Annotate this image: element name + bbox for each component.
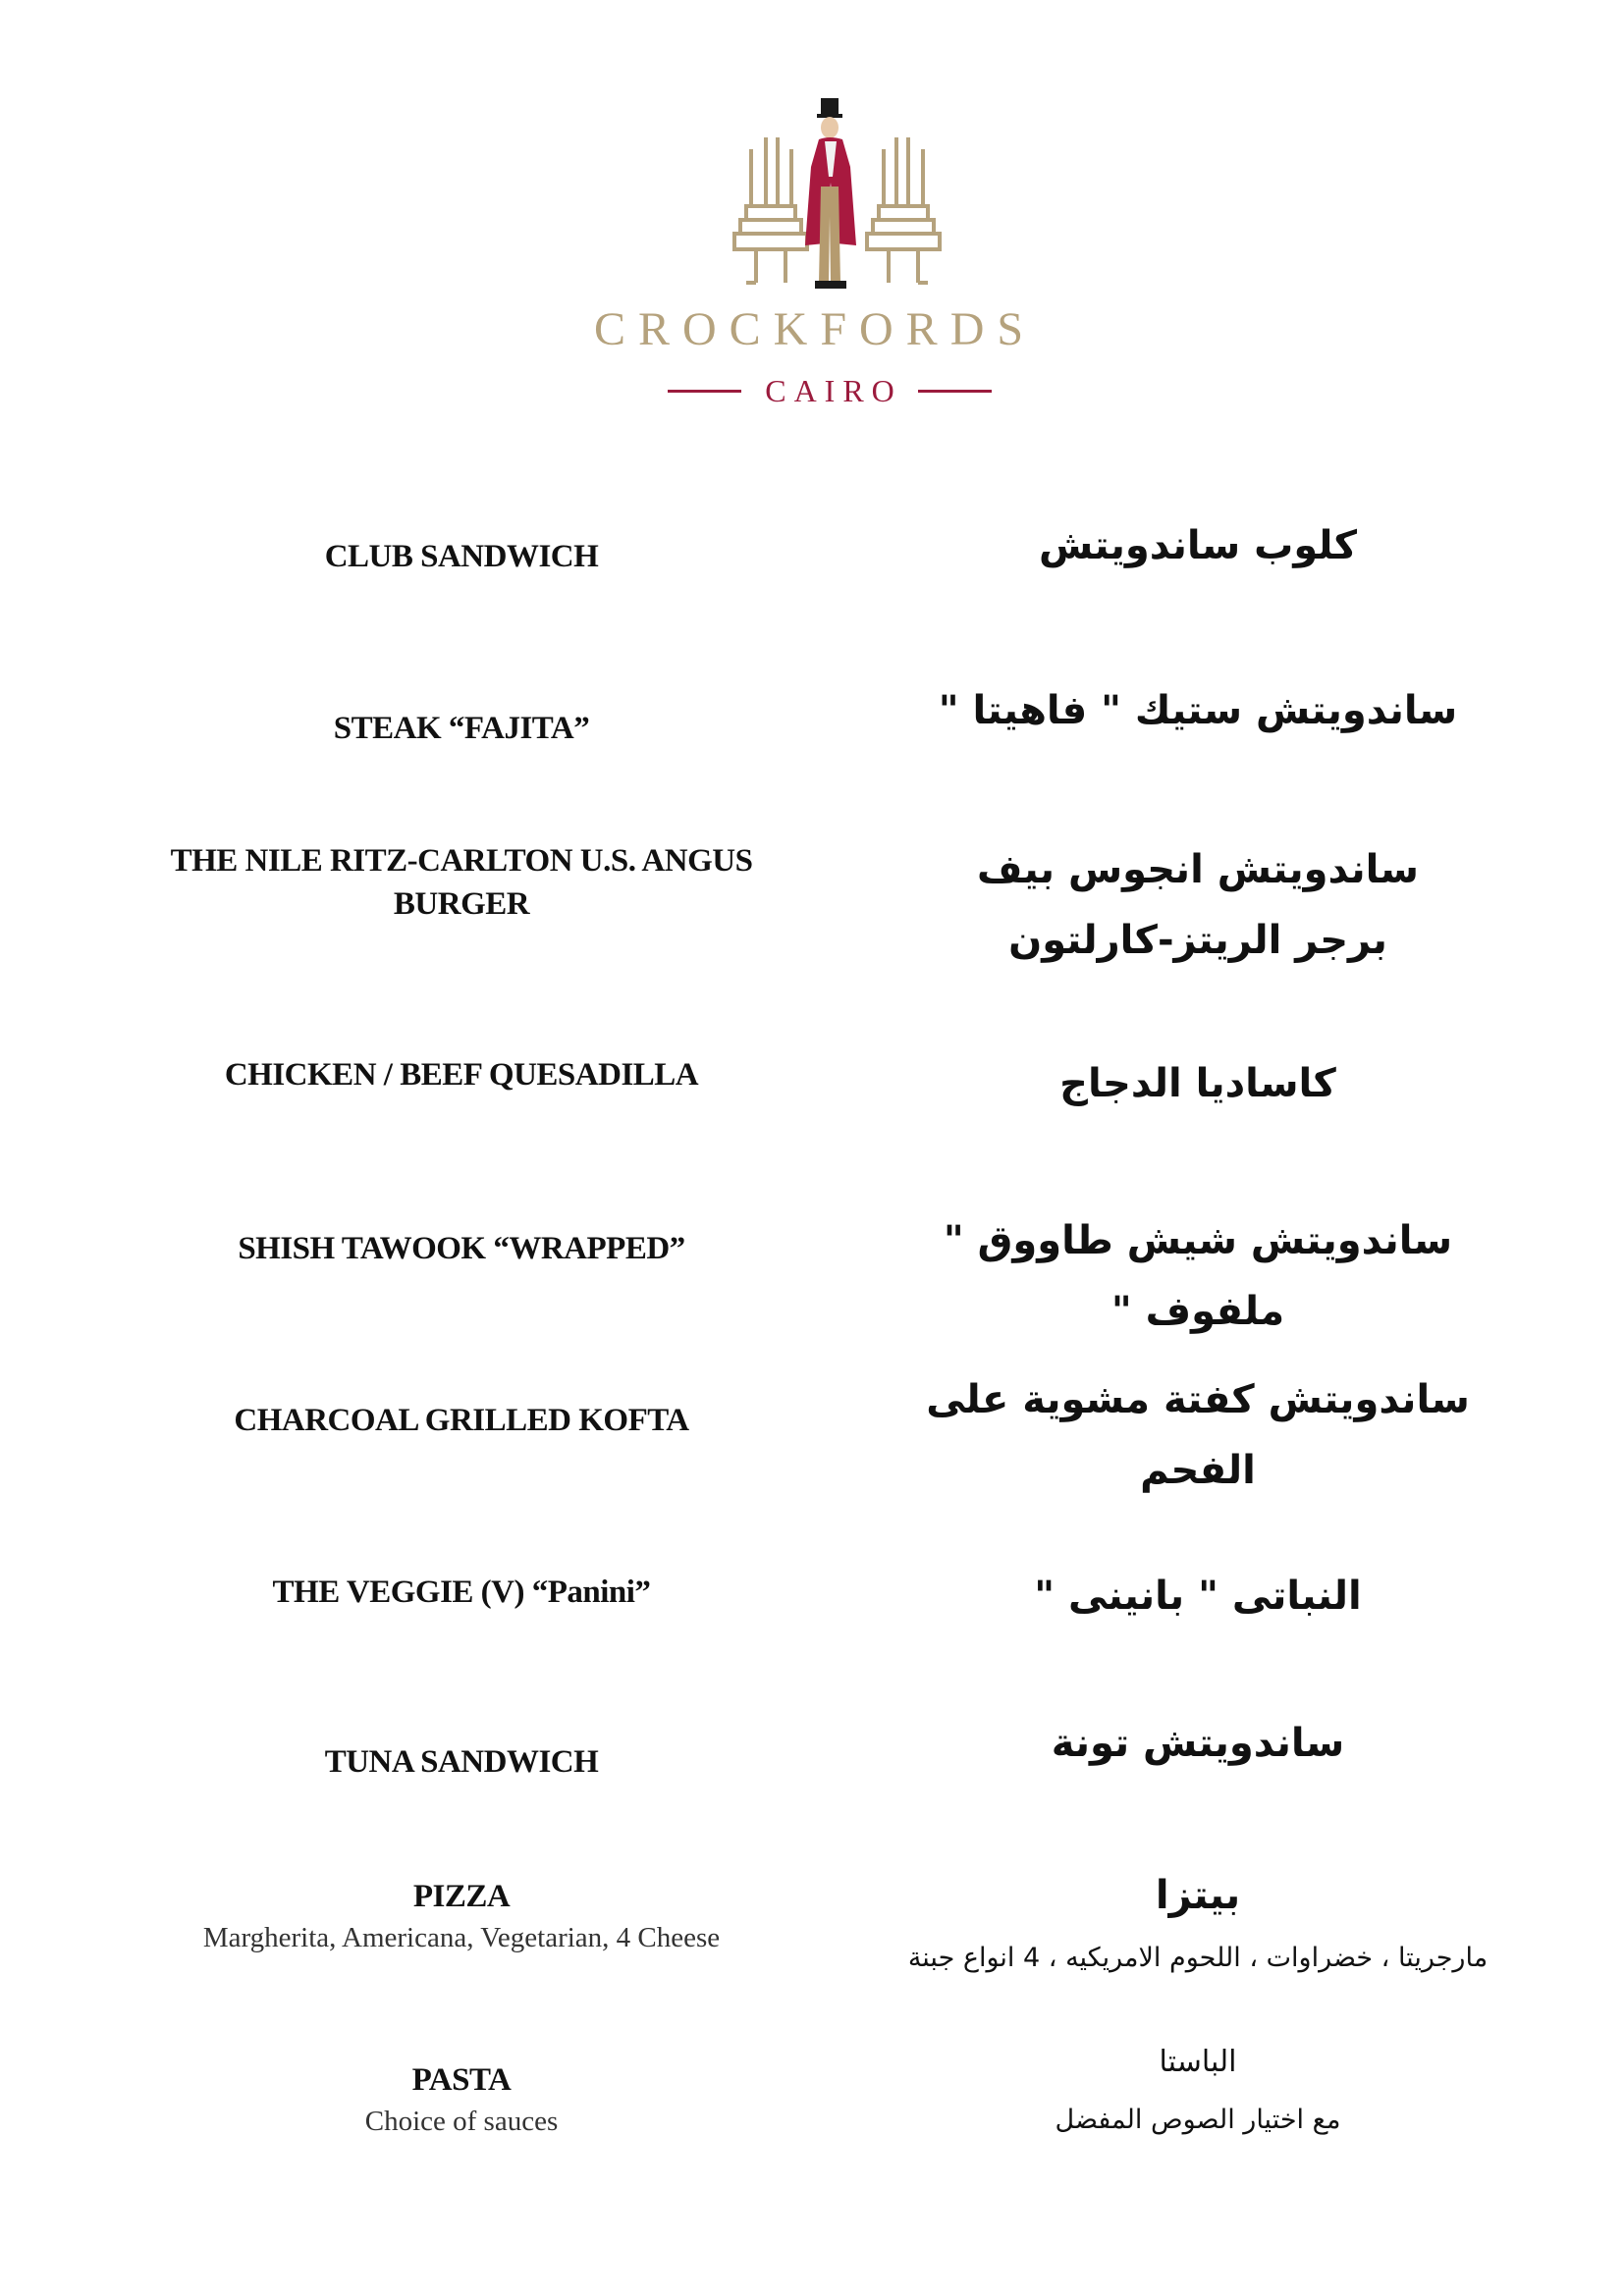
menu-item-en: CHICKEN / BEEF QUESADILLA <box>224 1057 699 1093</box>
menu-item-en: TUNA SANDWICH <box>324 1744 599 1780</box>
menu-item-ar-group <box>884 1860 1512 1986</box>
menu-item-en-group <box>137 1875 785 1957</box>
menu-item-en: CHARCOAL GRILLED KOFTA <box>234 1403 689 1438</box>
menu-item-ar-description: مع اختيار الصوص المفضل <box>1055 2105 1341 2135</box>
menu-item-en: STEAK “FAJITA” <box>333 711 590 746</box>
menu-item-en: PASTA <box>411 2062 512 2098</box>
menu-item-ar: ساندويتش انجوس بيف برجر الريتز-كارلتون <box>977 847 1419 963</box>
menu-item-ar-group <box>884 2032 1512 2148</box>
menu-item-ar: كاساديا الدجاج <box>1059 1061 1336 1106</box>
menu-item-ar-description: مارجريتا ، خضراوات ، اللحوم الامريكيه ، 4 انواع جبنة <box>907 1943 1489 1973</box>
menu-item-en-description: Choice of sauces <box>364 2106 559 2137</box>
right-column-icon <box>867 137 940 283</box>
menu-item-ar: كلوب ساندويتش <box>1038 523 1358 568</box>
menu-item-ar: النباتى " بانينى " <box>1034 1574 1362 1619</box>
brand-divider-left <box>668 390 741 393</box>
gentleman-figure-icon <box>805 98 856 289</box>
brand-name: CROCKFORDS <box>593 303 1037 355</box>
menu-item-en: PIZZA <box>412 1879 511 1914</box>
menu-item-en: THE VEGGIE (V) “Panini” <box>272 1575 651 1610</box>
brand-city: CAIRO <box>765 372 902 408</box>
menu-item-ar: الباستا <box>1159 2045 1237 2079</box>
menu-item-en-description: Margherita, Americana, Vegetarian, 4 Cheese <box>202 1922 721 1953</box>
menu-item-ar: ساندويتش تونة <box>1051 1721 1345 1766</box>
menu-item-ar: بيتزا <box>1155 1873 1241 1918</box>
menu-item-ar: ساندويتش شيش طاووق " ملفوف " <box>943 1218 1453 1334</box>
menu-item-ar: ساندويتش كفتة مشوية على الفحم <box>926 1377 1470 1493</box>
brand-city-row <box>668 371 992 410</box>
menu-item-ar: ساندويتش ستيك " فاهيتا " <box>938 688 1458 733</box>
menu-item-en: SHISH TAWOOK “WRAPPED” <box>238 1231 685 1266</box>
menu-item-en: CLUB SANDWICH <box>324 539 599 574</box>
menu-item-en: THE NILE RITZ-CARLTON U.S. ANGUS BURGER <box>170 843 753 922</box>
brand-divider-right <box>918 390 992 393</box>
menu-item-en-group <box>137 2058 785 2141</box>
left-column-icon <box>734 137 807 283</box>
